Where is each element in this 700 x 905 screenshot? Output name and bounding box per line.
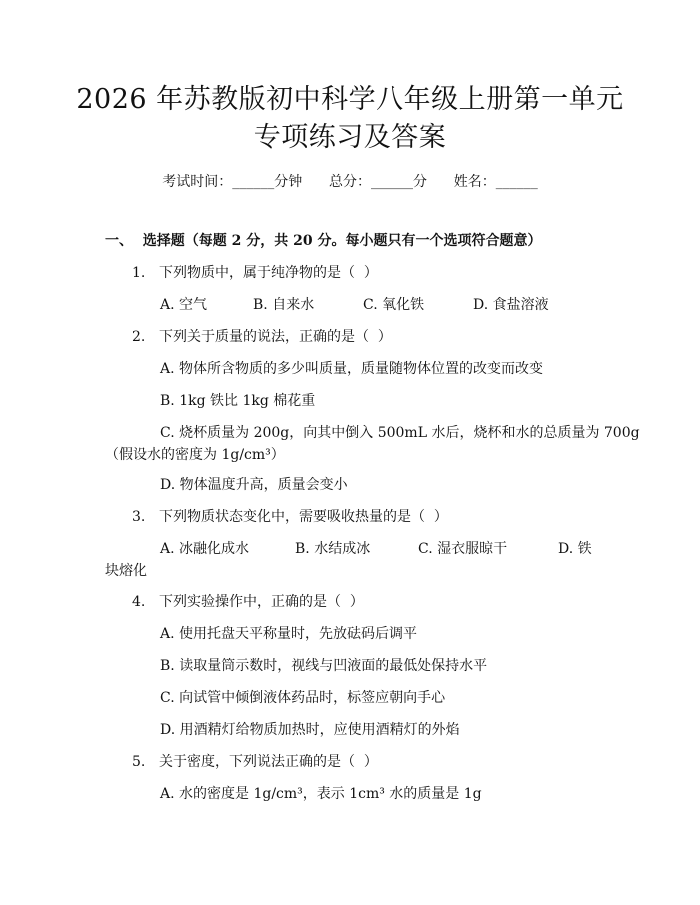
option-a: A. 空气: [160, 297, 208, 313]
option-a: A. 水的密度是 1g/cm³，表示 1cm³ 水的质量是 1g: [160, 786, 482, 802]
question-number: 2.: [132, 329, 146, 345]
document-title-line-1: 2026 年苏教版初中科学八年级上册第一单元: [76, 84, 624, 115]
option-d: D. 铁: [558, 541, 592, 557]
question-text: 下列关于质量的说法，正确的是（ ）: [159, 329, 392, 345]
question-1: [132, 262, 378, 282]
option-a: A. 物体所含物质的多少叫质量，质量随物体位置的改变而改变: [160, 361, 544, 377]
document-title-line-2: 专项练习及答案: [253, 122, 447, 153]
option-c-continued: （假设水的密度为 1g/cm³）: [105, 447, 285, 463]
question-2: [132, 326, 392, 346]
question-number: 4.: [132, 594, 146, 610]
question-number: 5.: [132, 754, 146, 770]
option-c: C. 湿衣服晾干: [418, 541, 508, 557]
option-d: D. 用酒精灯给物质加热时，应使用酒精灯的外焰: [160, 722, 460, 738]
option-c: C. 氧化铁: [363, 297, 425, 313]
total-score-field: 总分：______分: [329, 174, 427, 190]
option-d-continued: 块熔化: [105, 563, 147, 579]
option-d: D. 食盐溶液: [473, 297, 549, 313]
option-b: B. 读取量筒示数时，视线与凹液面的最低处保持水平: [160, 658, 488, 674]
section-heading-multiple-choice: 一、 选择题（每题 2 分，共 20 分。每小题只有一个选项符合题意）: [105, 233, 542, 249]
option-a: A. 使用托盘天平称量时，先放砝码后调平: [160, 626, 418, 642]
student-name-field: 姓名：______: [453, 174, 538, 190]
option-a: A. 冰融化成水: [160, 541, 250, 557]
exam-meta: [0, 171, 700, 191]
question-text: 下列物质状态变化中，需要吸收热量的是（ ）: [159, 509, 448, 525]
question-3: [132, 506, 448, 526]
question-text: 关于密度，下列说法正确的是（ ）: [159, 754, 378, 770]
option-b: B. 水结成冰: [295, 541, 371, 557]
question-number: 1.: [132, 265, 146, 281]
question-number: 3.: [132, 509, 146, 525]
option-c: C. 向试管中倾倒液体药品时，标签应朝向手心: [160, 690, 446, 706]
option-b: B. 1kg 铁比 1kg 棉花重: [160, 393, 316, 409]
option-c: C. 烧杯质量为 200g，向其中倒入 500mL 水后，烧杯和水的总质量为 700g: [160, 425, 640, 441]
question-5: [132, 751, 378, 771]
question-text: 下列物质中，属于纯净物的是（ ）: [159, 265, 378, 281]
question-4: [132, 591, 364, 611]
option-b: B. 自来水: [253, 297, 315, 313]
option-d: D. 物体温度升高，质量会变小: [160, 477, 348, 493]
exam-time-field: 考试时间：______分钟: [162, 174, 303, 190]
question-text: 下列实验操作中，正确的是（ ）: [159, 594, 364, 610]
